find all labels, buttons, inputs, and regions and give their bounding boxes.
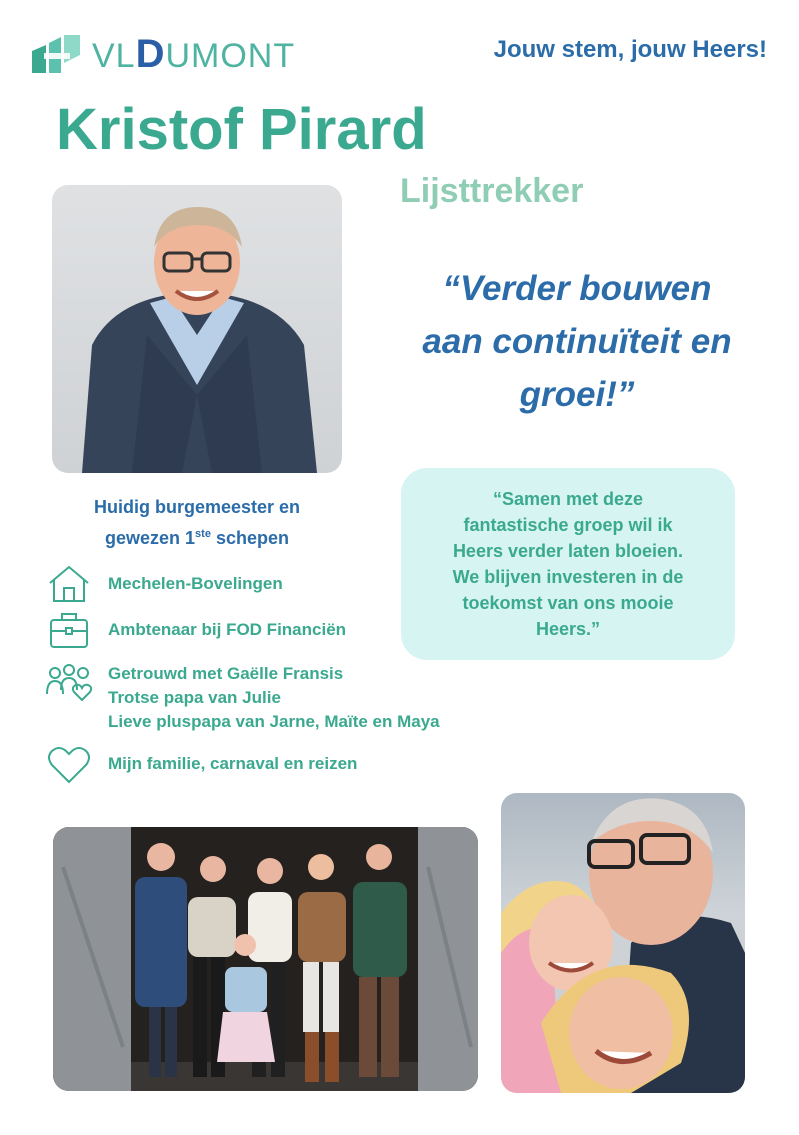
family-selfie-photo: [501, 793, 745, 1093]
fact-hobbies: [44, 743, 357, 785]
fact-family: [44, 660, 440, 734]
family-line: Getrouwd met Gaëlle Fransis: [108, 664, 344, 683]
fact-family-text: [108, 660, 440, 734]
selfie-illustration: [501, 793, 745, 1093]
fact-residence: [44, 563, 283, 605]
candidate-subtitle: [52, 494, 342, 552]
heart-icon: [44, 743, 94, 785]
subtitle-line: Huidig burgemeester en: [93, 497, 301, 517]
family-line: Trotse papa van Julie: [108, 688, 281, 707]
party-logo-mark-icon: [30, 33, 82, 75]
quote-line: groei!”: [519, 375, 635, 414]
fact-job: [44, 609, 346, 651]
subtitle-line: gewezen 1ste schepen: [105, 528, 289, 548]
bubble-line: “Samen met deze: [492, 489, 644, 509]
house-icon: [44, 563, 94, 605]
family-icon: [44, 660, 94, 702]
candidate-name: Kristof Pirard: [56, 97, 427, 162]
quote-line: “Verder bouwen: [442, 269, 712, 308]
family-photo-illustration: [53, 827, 478, 1091]
candidate-portrait-photo: [52, 185, 342, 473]
statement-bubble: [401, 468, 735, 660]
briefcase-icon: [44, 609, 94, 651]
bubble-line: fantastische groep wil ik: [463, 515, 673, 535]
family-group-photo: [53, 827, 478, 1091]
fact-job-text: Ambtenaar bij FOD Financiën: [108, 620, 347, 639]
bubble-line: Heers verder laten bloeien.: [452, 541, 684, 561]
party-logo: [30, 32, 320, 76]
candidate-quote: [372, 262, 782, 421]
party-logo-text: VLDUMONT: [92, 32, 296, 76]
fact-hobbies-text: Mijn familie, carnaval en reizen: [108, 754, 358, 773]
bubble-line: Heers.”: [535, 619, 601, 639]
campaign-slogan: Jouw stem, jouw Heers!: [493, 36, 767, 63]
bubble-line: toekomst van ons mooie: [462, 593, 674, 613]
fact-residence-text: Mechelen-Bovelingen: [108, 574, 283, 593]
quote-line: aan continuïteit en: [422, 322, 732, 361]
portrait-illustration: [52, 185, 342, 473]
bubble-line: We blijven investeren in de: [452, 567, 684, 587]
candidate-role: Lijsttrekker: [400, 172, 584, 210]
family-line: Lieve pluspapa van Jarne, Maïte en Maya: [108, 712, 440, 731]
